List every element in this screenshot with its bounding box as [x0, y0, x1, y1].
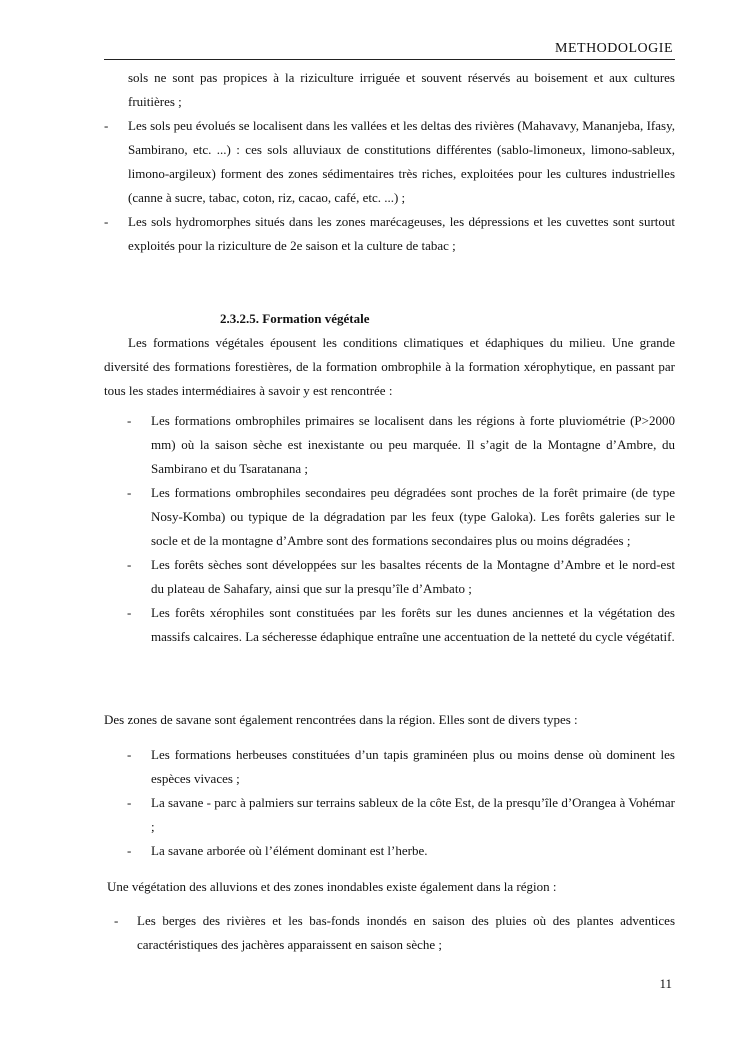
- list-item: [127, 409, 675, 481]
- bullet-text: Les berges des rivières et les bas-fonds inondés en saison des pluies où des plantes adventices caractéristiques des jachères apparaissent en saison sèche ;: [137, 913, 675, 952]
- list-item: [127, 481, 675, 553]
- bullet-text: Les sols peu évolués se localisent dans les vallées et les deltas des rivières (Mahavavy, Mananjeba, Ifasy, Sambirano, etc. ...) : ces sols alluviaux de constitutions différentes (sablo-limoneux, limono-sableux, limono-argileux) forment des zones sédimentaires très riches, exploitées pour les cultures industrielles (canne à sucre, tabac, coton, riz, cacao, café, etc. ...) ;: [128, 118, 675, 205]
- bullet-dash: -: [114, 913, 119, 928]
- list-item: [127, 553, 675, 601]
- alluvion-list: [114, 909, 675, 957]
- bullet-dash: -: [127, 747, 132, 762]
- forest-list: [127, 409, 675, 649]
- bullet-dash: -: [127, 413, 132, 428]
- list-item: [127, 743, 675, 791]
- page-number: 11: [659, 976, 672, 991]
- savane-intro: Des zones de savane sont également rencontrées dans la région. Elles sont de divers types :: [104, 712, 578, 727]
- section-paragraph: Les formations végétales épousent les conditions climatiques et édaphiques du milieu. Une grande diversité des formations forestières, de la formation ombrophile à la formation xérophytique, en passant par tous les stades intermédiaires à savoir y est rencontrée :: [104, 335, 675, 398]
- continuation-text: sols ne sont pas propices à la riziculture irriguée et souvent réservés au boisement et aux cultures fruitières ;: [128, 70, 675, 109]
- header-rule: [104, 59, 675, 60]
- list-item: [104, 66, 675, 114]
- list-item: [127, 839, 675, 863]
- bullet-text: La savane arborée où l’élément dominant est l’herbe.: [151, 843, 428, 858]
- bullet-dash: -: [127, 485, 132, 500]
- bullet-text: Les forêts xérophiles sont constituées par les forêts sur les dunes anciennes et la végétation des massifs calcaires. La sécheresse édaphique entraîne une accentuation de la netteté du cycle végétatif.: [151, 605, 675, 644]
- list-item: [114, 909, 675, 957]
- bullet-text: Les forêts sèches sont développées sur les basaltes récents de la Montagne d’Ambre et le nord-est du plateau de Sahafary, ainsi que sur la presqu’île d’Ambato ;: [151, 557, 675, 596]
- bullet-text: La savane - parc à palmiers sur terrains sableux de la côte Est, de la presqu’île d’Orangea à Vohémar ;: [151, 795, 675, 834]
- list-item: [127, 791, 675, 839]
- bullet-dash: -: [104, 118, 109, 133]
- bullet-dash: -: [127, 795, 132, 810]
- bullet-dash: -: [127, 605, 132, 620]
- list-item: [104, 114, 675, 210]
- bullet-dash: -: [127, 557, 132, 572]
- bullet-dash: -: [127, 843, 132, 858]
- alluvion-intro: Une végétation des alluvions et des zones inondables existe également dans la région :: [107, 879, 557, 894]
- bullet-text: Les sols hydromorphes situés dans les zones marécageuses, les dépressions et les cuvettes sont surtout exploités pour la riziculture de 2e saison et la culture de tabac ;: [128, 214, 675, 253]
- bullet-text: Les formations herbeuses constituées d’un tapis graminéen plus ou moins dense où dominent les espèces vivaces ;: [151, 747, 675, 786]
- list-item: [104, 210, 675, 258]
- section-heading: 2.3.2.5. Formation végétale: [220, 311, 370, 326]
- savane-list: [127, 743, 675, 863]
- bullet-text: Les formations ombrophiles primaires se localisent dans les régions à forte pluviométrie (P>2000 mm) où la saison sèche est inexistante ou peu marquée. Il s’agit de la Montagne d’Ambre, du Sambirano et du Tsaratanana ;: [151, 413, 675, 476]
- soil-list: [104, 66, 675, 258]
- running-header: METHODOLOGIE: [555, 41, 673, 56]
- list-item: [127, 601, 675, 649]
- bullet-dash: -: [104, 214, 109, 229]
- bullet-text: Les formations ombrophiles secondaires peu dégradées sont proches de la forêt primaire (de type Nosy-Komba) ou typique de la dégradation par les feux (type Galoka). Les forêts galeries sur le socle et de la montagne d’Ambre sont des formations secondaires plus ou moins dégradées ;: [151, 485, 675, 548]
